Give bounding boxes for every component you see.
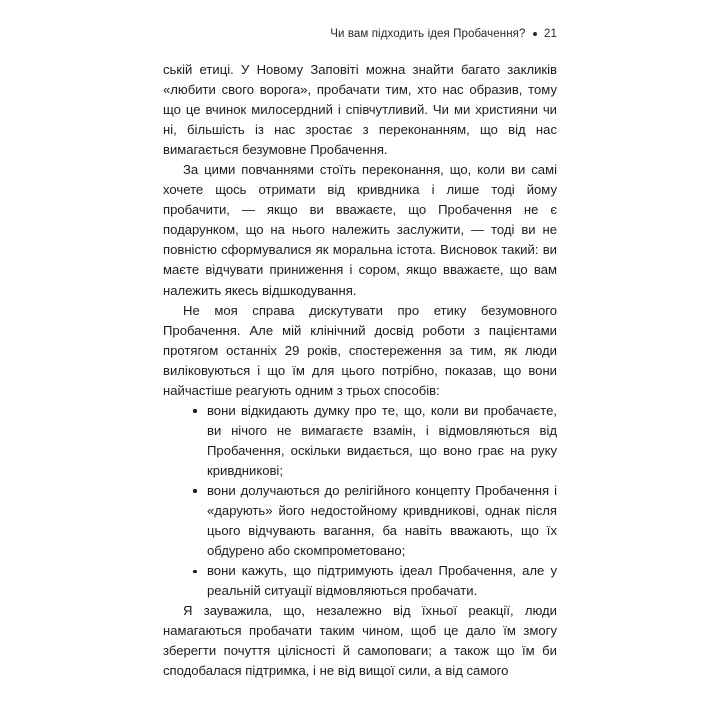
running-head-title: Чи вам підходить ідея Пробачення? (330, 28, 526, 40)
list-item-text: вони кажуть, що підтримують ідеал Пробачення, але у реальній ситуації відмовляються пробачати. (207, 563, 557, 599)
bullet-dot-icon (533, 32, 538, 37)
paragraph: Не моя справа дискутувати про етику безумовного Пробачення. Але мій клінічний досвід роботи з пацієнтами протягом останніх 29 років, спостереження за тим, як люди виліковуються і що їм для цього потрібно, показав, що вони найчастіше реагують одним з трьох способів: (163, 302, 557, 398)
list-item-text: вони долучаються до релігійного концепту Пробачення і «дарують» його недостойному кривдникові, однак після цього відчувають вагання, ба навіть вважають, що їх обдурено або скомпрометовано; (207, 482, 557, 559)
paragraph: ській етиці. У Новому Заповіті можна знайти багато закликів «любити свого ворога», пробачати тим, хто нас образив, тому що це вчинок милосердний і співчутливий. Чи ми християни чи ні, більшість із нас зростає з переконанням, що від нас вимагається безумовне Пробачення. (163, 62, 557, 158)
text-block (163, 60, 557, 681)
bullet-dot-icon (193, 570, 197, 574)
list-item (163, 401, 557, 481)
bullet-list (163, 401, 557, 601)
bullet-dot-icon (193, 409, 197, 413)
list-item (163, 561, 557, 601)
running-head (163, 28, 557, 40)
list-item (163, 481, 557, 561)
bullet-dot-icon (193, 489, 197, 493)
list-item-text: вони відкидають думку про те, що, коли ви пробачаєте, ви нічого не вимагаєте взамін, і відмовляються від Пробачення, оскільки видається, що воно грає на руку кривдникові; (207, 402, 557, 478)
paragraph: За цими повчаннями стоїть переконання, що, коли ви самі хочете щось отримати від кривдника і лише тоді йому пробачити, — якщо ви вважаєте, що Пробачення не є подарунком, що на нього належить заслужити, — тоді ви не повністю сформувалися як моральна істота. Висновок такий: ви маєте відчувати приниження і сором, якщо вважаєте, що вам належить якесь відшкодування. (163, 162, 557, 298)
page-number: 21 (544, 28, 557, 40)
paragraph: Я зауважила, що, незалежно від їхньої реакції, люди намагаються пробачати таким чином, щоб це дало їм змогу зберегти почуття цілісності й самоповаги; а також що їм би сподобалася підтримка, і не від вищої сили, а від самого (163, 603, 557, 679)
